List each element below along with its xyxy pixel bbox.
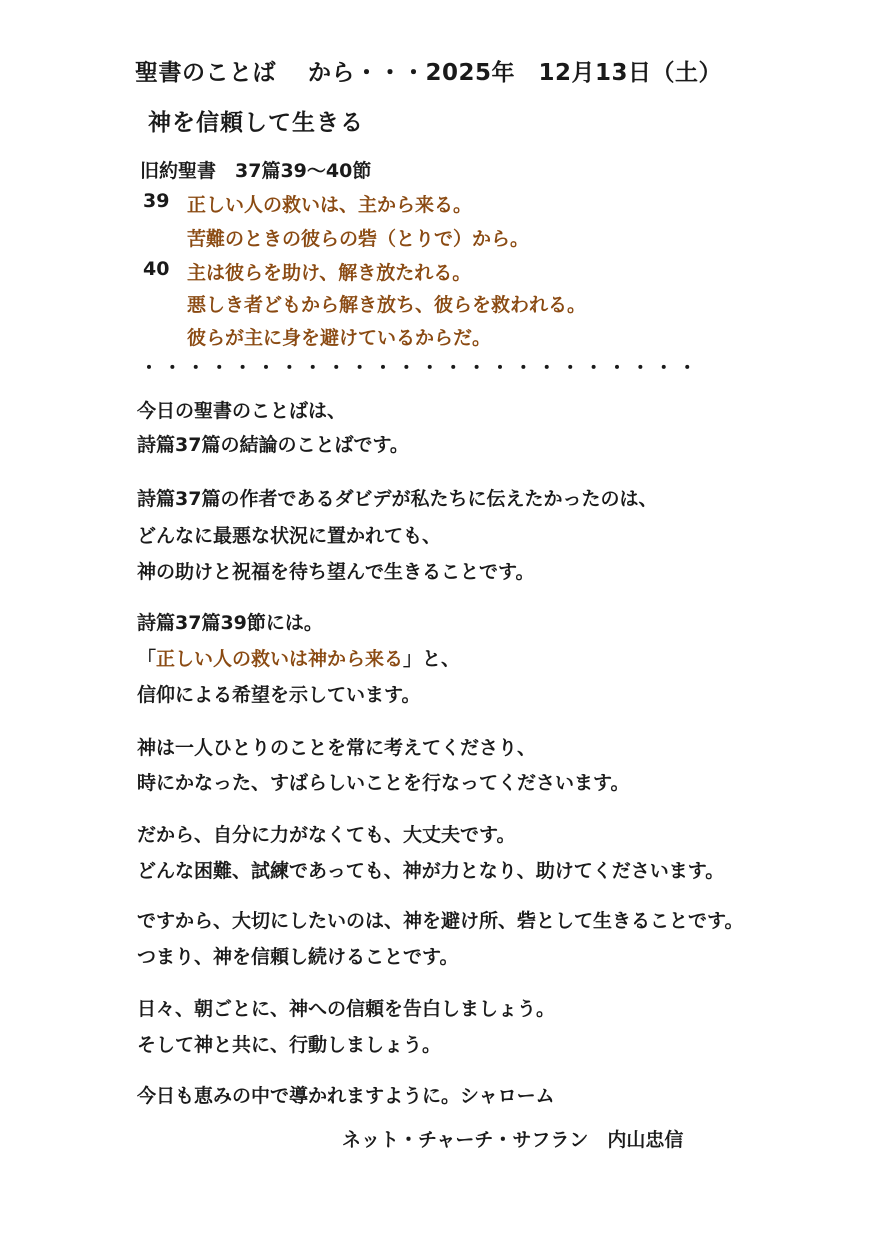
body-line: 神は一人ひとりのことを常に考えてくださり、 xyxy=(137,737,537,759)
body-line: そして神と共に、行動しましょう。 xyxy=(137,1034,442,1056)
dotted-separator: ・・・・・・・・・・・・・・・・・・・・・・・・ xyxy=(140,358,702,379)
signature: ネット・チャーチ・サフラン 内山忠信 xyxy=(342,1129,684,1151)
scripture-reference: 旧約聖書 37篇39～40節 xyxy=(140,160,372,182)
body-line: 詩篇37篇の作者であるダビデが私たちに伝えたかったのは、 xyxy=(137,488,658,510)
verse-text: 彼らが主に身を避けているからだ。 xyxy=(187,327,492,349)
body-line: どんなに最悪な状況に置かれても、 xyxy=(137,525,442,547)
body-line: ですから、大切にしたいのは、神を避け所、砦として生きることです。 xyxy=(137,910,744,932)
verse-text: 苦難のときの彼らの砦（とりで）から。 xyxy=(187,228,530,250)
body-line: 詩篇37篇の結論のことばです。 xyxy=(137,434,409,456)
body-line: どんな困難、試練であっても、神が力となり、助けてくださいます。 xyxy=(137,860,725,882)
quote-open: 「 xyxy=(137,648,157,670)
body-line: つまり、神を信頼し続けることです。 xyxy=(137,946,459,968)
verse-text: 正しい人の救いは、主から来る。 xyxy=(187,194,473,216)
header-date-line: 聖書のことば から・・・2025年 12月13日（土） xyxy=(135,60,723,86)
body-line: 詩篇37篇39節には。 xyxy=(137,612,323,634)
body-line: 今日の聖書のことばは、 xyxy=(137,400,347,422)
verse-text: 悪しき者どもから解き放ち、彼らを救われる。 xyxy=(187,294,587,316)
closing-line: 今日も恵みの中で導かれますように。シャローム xyxy=(137,1085,555,1107)
verse-number: 39 xyxy=(143,190,170,212)
body-line: 信仰による希望を示しています。 xyxy=(137,684,421,706)
body-line: 日々、朝ごとに、神への信頼を告白しましょう。 xyxy=(137,998,556,1020)
quote-line xyxy=(137,644,460,671)
verse-number: 40 xyxy=(143,258,170,280)
quote-close: 」と、 xyxy=(403,648,461,670)
page-title: 神を信頼して生きる xyxy=(148,110,364,136)
highlighted-quote: 正しい人の救いは神から来る xyxy=(156,648,404,670)
verse-text: 主は彼らを助け、解き放たれる。 xyxy=(187,262,472,284)
body-line: だから、自分に力がなくても、大丈夫です。 xyxy=(137,824,516,846)
body-line: 神の助けと祝福を待ち望んで生きることです。 xyxy=(137,561,535,583)
body-line: 時にかなった、すばらしいことを行なってくださいます。 xyxy=(137,772,630,794)
